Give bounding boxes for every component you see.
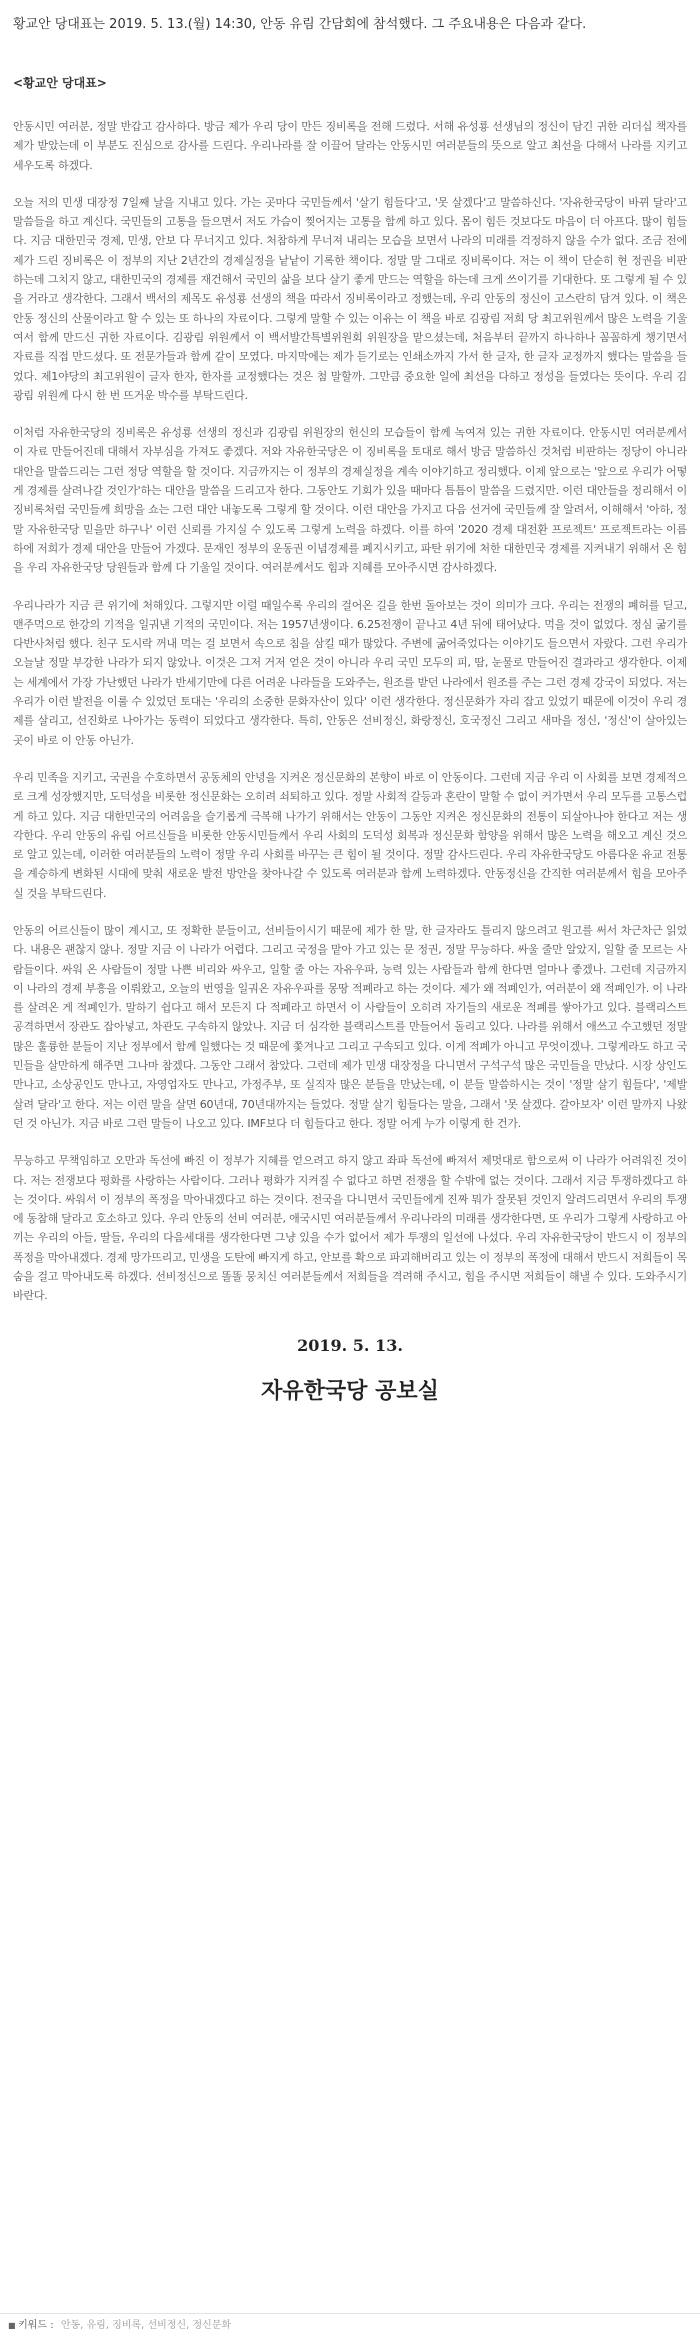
paragraph-1: 안동시민 여러분, 정말 반갑고 감사하다. 방금 제가 우리 당이 만든 징비록을 전해 드렸다. 서해 유성룡 선생님의 정신이 담긴 귀한 리더십 책자를 제가 받았는데 이 부분도 진심으로 감사를 드린다. 우리나라를 잘 이끌어 달라는 안동시민 여러분들의 뜻으로 알고 최선을 다해서 나라를 지키고 세우도록 하겠다.	[13, 120, 687, 172]
intro-text: 황교안 당대표는 2019. 5. 13.(월) 14:30, 안동 유림 간담회에 참석했다. 그 주요내용은 다음과 같다.	[13, 17, 587, 32]
paragraph-2: 오늘 저의 민생 대장정 7일째 날을 지내고 있다. 가는 곳마다 국민들께서 '살기 힘들다'고, '못 살겠다'고 말씀하신다. '자유한국당이 바뀌 달라'고 말씀들을 하고 계신다. 국민들의 고통을 들으면서 저도 가슴이 찢어지는 고통을 함께 하고 있다. 몸이 힘든 것보다도 마음이 더 아프다. 많이 힘들다. 지금 대한민국 경제, 민생, 안보 다 무너지고 있다. 처참하게 무너져 내리는 모습을 보면서 나라의 미래를 걱정하지 않을 수가 없다. 조금 전에 제가 드린 징비록은 이 정부의 지난 2년간의 경제실정을 낱낱이 기록한 책이다. 정말 말 그대로 징비록이다. 저는 이 책이 단순히 현 정권을 비판하는데 그치지 않고, 대한민국의 경제를 재건해서 국민의 삶을 보다 살기 좋게 만드는 역할을 하는데 크게 쓰이기를 기대한다. 또 그렇게 될 수 있을 거라고 생각한다. 그래서 백서의 제목도 유성룡 선생의 책을 따라서 징비록이라고 정했는데, 우리 안동의 정신이 고스란히 담겨 있다. 이 책은 안동 정신의 산물이라고 할 수 있는 또 하나의 자료이다. 그렇게 말할 수 있는 이유는 이 책을 바로 김광림 저희 당 최고위원께서 많은 노력을 기울여서 함께 만드신 귀한 자료이다. 김광림 위원께서 이 백서발간특별위원회 위원장을 맡으셨는데, 처음부터 끝까지 하나하나 꼼꼼하게 챙기면서 자료를 직접 만드셨다. 또 전문가들과 함께 같이 모였다. 마지막에는 제가 듣기로는 인쇄소까지 가서 한 글자, 한 글자 교정까지 했다는 말씀을 들었다. 제1야당의 최고위원이 글자 한자, 한자를 교정했다는 것은 첨 말할까. 그만큼 중요한 일에 최선을 다하고 정성을 들였다는 뜻이다. 우리 김광림 위원께 다시 한 번 뜨거운 박수를 부탁드린다.	[13, 195, 687, 402]
keyword-bar	[0, 2313, 700, 2334]
speaker-heading: <황교안 당대표>	[13, 76, 107, 90]
paragraph-3: 이처럼 자유한국당의 징비록은 유성룡 선생의 정신과 김광림 위원장의 헌신의 모습들이 함께 녹여져 있는 귀한 자료이다. 안동시민 여러분께서 이 자료 만들어진데 대해서 자부심을 가져도 좋겠다. 저와 자유한국당은 이 징비록을 토대로 해서 방금 말씀하신 것처럼 비판하는 정당이 아니라 대안을 말씀드리는 그런 정당 역할을 할 것이다. 지금까지는 이 정부의 경제실정을 계속 이야기하고 정리했다. 이제 앞으로는 '앞으로 우리가 어떻게 경제를 살려나갈 것인가'하는 대안을 말씀을 드리고자 한다. 그동안도 기회가 있을 때마다 틈틈이 말씀을 드렸지만. 이런 대안들을 정리해서 이 징비록처럼 국민들께 희망을 쇼는 그런 대안 내놓도록 그렇게 할 것이다. 이런 대안을 가지고 다음 선거에 국민들께 잘 알려서, 이해해서 '아하, 정말 자유한국당 믿을만 하구나' 이런 신뢰를 가지실 수 있도록 그렇게 노력을 하겠다. 이를 하여 '2020 경제 대전환 프로젝트' 프로젝트라는 이름하에 저희가 경제 대안을 만들어 가겠다. 문재인 정부의 운동권 이념경제를 폐지시키고, 파탄 위기에 처한 대한민국 경제를 지켜내기 위해서 온 힘을 우리 자유한국당 당원들과 함께 다 기울일 것이다. 여러분께서도 힘과 지혜를 모아주시면 감사하겠다.	[13, 426, 687, 575]
paragraph-7: 무능하고 무책임하고 오만과 독선에 빠진 이 정부가 지혜를 얻으려고 하지 않고 좌파 독선에 빠져서 제멋대로 함으로써 이 나라가 어려워진 것이다. 저는 전쟁보다 평화를 사랑하는 사람이다. 그러나 평화가 지켜질 수 없다고 하면 전쟁을 할 수밖에 없는 것이다. 그래서 지금 투쟁하겠다고 하는 것이다. 싸워서 이 정부의 폭정을 막아내겠다고 하는 것이다. 전국을 다니면서 국민들에게 진짜 뭐가 잘못된 것인지 알려드리면서 우리의 투쟁에 동참해 달라고 호소하고 있다. 우리 안동의 선비 여러분, 애국시민 여러분들께서 우리나라의 미래를 생각한다면, 또 우리가 그렇게 사랑하고 아끼는 우리의 아들, 딸들, 우리의 다음세대를 생각한다면 그냥 있을 수가 없어서 제가 투쟁의 일선에 나섰다. 우리 자유한국당이 반드시 이 정부의 폭정을 막아내겠다. 경제 망가뜨리고, 민생을 도탄에 빠지게 하고, 안보를 확으로 파괴해버리고 있는 이 정부의 폭정에 대해서 반드시 저희들이 목숨을 걸고 막아내도록 하겠다. 선비정신으로 똘똘 뭉치신 여러분들께서 저희들을 격려해 주시고, 힘을 주시면 저희들이 해낼 수 있다. 도와주시기 바란다.	[13, 1154, 687, 1303]
signature-date: 2019. 5. 13.	[297, 1335, 403, 1355]
paragraph-5: 우리 민족을 지키고, 국권을 수호하면서 공동체의 안녕을 지켜온 정신문화의 본향이 바로 이 안동이다. 그런데 지금 우리 이 사회를 보면 경제적으로 크게 성장했지만, 도덕성을 비롯한 정신문화는 오히려 쇠퇴하고 있다. 정말 사회적 갈등과 혼란이 말할 수 없이 커가면서 우리 모두를 고통스럽게 하고 있다. 지금 대한민국의 어려움을 슬기롭게 극복해 나가기 위해서는 안동이 그동안 지켜온 정신문화의 전통이 되살아나야 한다고 저는 생각한다. 우리 안동의 유림 어르신들을 비롯한 안동시민들께서 우리 사회의 도덕성 회복과 정신문화 함양을 위해서 많은 노력을 해오고 계신 것으로 알고 있는데, 이러한 여러분들의 노력이 정말 우리 사회를 바꾸는 큰 힘이 될 것이다. 정말 감사드린다. 우리 자유한국당도 아름다운 유교 전통을 계승하게 변화된 시대에 맞춰 새로운 발전 방안을 찾아나갈 수 있도록 여러분과 함께 노력하겠다. 안동정신을 간직한 여러분께서 힘을 모아주실 것을 부탁드린다.	[13, 770, 687, 900]
paragraph-4: 우리나라가 지금 큰 위기에 처해있다. 그렇지만 이럴 때일수록 우리의 걸어온 길을 한번 돌아보는 것이 의미가 크다. 우리는 전쟁의 폐허를 딛고, 맨주먹으로 한강의 기적을 일궈낸 기적의 국민이다. 저는 1957년생이다. 6.25전쟁이 끝나고 4년 뒤에 태어났다. 먹을 것이 없었다. 정심 굶기를 다반사처럼 했다. 친구 도시락 꺼내 먹는 걸 보면서 속으로 침을 삼킬 때가 많았다. 주변에 굶어죽었다는 이야기도 들으면서 자랐다. 그런 우리가 오늘날 정말 부강한 나라가 되지 않았나. 이것은 그저 거저 얻은 것이 아니라 우리 국민 모두의 피, 땀, 눈물로 만들어진 결과라고 생각한다. 이제는 세계에서 가장 가난했던 나라가 반세기만에 다른 어려운 나라들을 도와주는, 원조를 받던 나라에서 원조를 주는 그런 경제 강국이 되었다. 저는 우리가 이런 발전을 이룰 수 있었던 토대는 '우리의 소중한 문화자산이 있다' 이런 생각한다. 정신문화가 자리 잡고 있었기 때문에 이것이 우리 경제를 살리고, 선진화로 나아가는 동력이 되었다고 생각한다. 특히, 안동은 선비정신, 화랑정신, 호국정신 그리고 새마을 정신, '정신'이 살아있는 곳이 바로 이 안동 아닌가.	[13, 598, 687, 747]
keyword-label: ■ 키워드 :	[8, 2320, 54, 2331]
paragraph-6: 안동의 어르신들이 많이 계시고, 또 정확한 분들이고, 선비들이시기 때문에 제가 한 말, 한 글자라도 틀리지 않으려고 원고를 써서 차근차근 읽었다. 내용은 괜찮지 않나. 정말 지금 이 나라가 어렵다. 그리고 국정을 맡아 가고 있는 문 정권, 정말 무능하다. 싸울 줄만 알았지, 일할 줄 모르는 사람들이다. 싸워 온 사람들이 정말 나쁜 비리와 싸우고, 일할 줄 아는 자유우파, 능력 있는 사람들과 함께 한다면 얼마나 좋겠나. 그런데 지금까지 이 나라의 경제 부흥을 이뤄왔고, 오늘의 번영을 일궈온 자유우파를 몽땅 적폐라고 하는 것이다. 제가 왜 적폐인가, 여러분이 왜 적폐인가. 이 나라를 살려온 게 적폐인가. 말하기 쉽다고 해서 모든지 다 적폐라고 하면서 이 사람들이 오히려 자기들의 새로운 적폐를 쌓아가고 있다. 블랙리스트 공격하면서 장관도 잡아넣고, 차관도 구속하지 않았나. 지금 더 심각한 블랙리스트를 만들어서 돌리고 있다. 나라를 위해서 애쓰고 수고했던 정말 많은 훌륭한 분들이 지난 정부에서 함께 일했다는 것 때문에 쫓겨나고 그리고 구속되고 있다. 이게 적폐가 아니고 무엇이겠나. 그렇게라도 하고 국민들을 살만하게 해주면 그나마 참겠다. 그동안 그래서 참았다. 그런데 제가 민생 대장정을 다니면서 구석구석 많은 국민들을 만났다. 시장 상인도 만나고, 소상공인도 만나고, 자영업자도 만나고, 가정주부, 또 실직자 많은 분들을 만났는데, 이 분들 말씀하시는 것이 '정말 살기 힘들다', '제발 살려 달라'고 한다. 저는 이런 말을 살면 60년대, 70년대까지는 들었다. 정말 살기 힘들다는 말을, 그래서 '못 살겠다. 갈아보자' 이런 말까지 나왔던 것 아닌가. 지금 바로 그런 말들이 나오고 있다. IMF보다 더 힘들다고 한다. 정말 어게 누가 이렇게 한 건가.	[13, 923, 687, 1130]
keyword-list: 안동, 유림, 징비록, 선비정신, 정신문화	[60, 2320, 232, 2331]
signature-organization: 자유한국당 공보실	[261, 1377, 439, 1404]
